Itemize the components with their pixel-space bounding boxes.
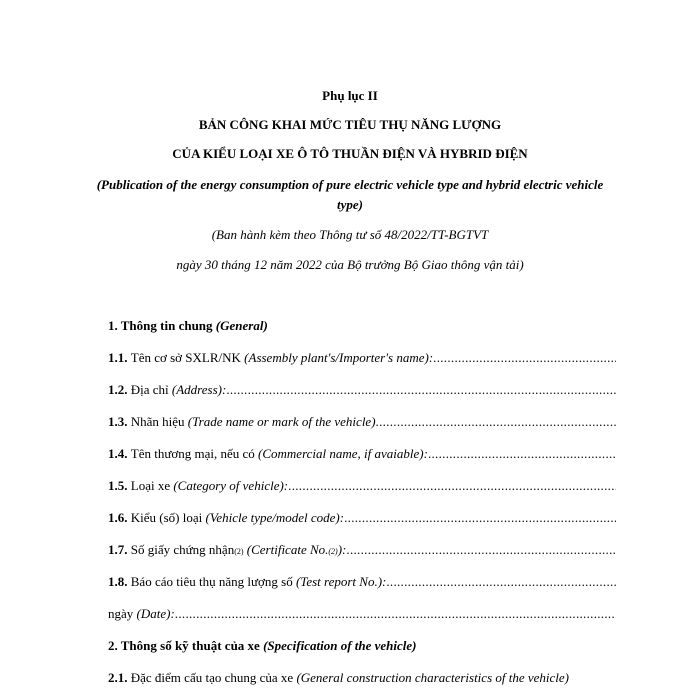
subsection-label-en: (General construction characteristics of the vehicle) <box>296 670 569 685</box>
field-label-en: (Trade name or mark of the vehicle) <box>187 414 376 429</box>
field-number: 1.4. <box>108 446 128 461</box>
field-number: 1.3. <box>108 414 128 429</box>
field-number: 1.2. <box>108 382 128 397</box>
field-label: Số giấy chứng nhận <box>130 542 235 557</box>
field-number: 1.7. <box>108 542 128 557</box>
subsection-2-1 <box>108 670 569 686</box>
annex-label: Phụ lục II <box>322 88 378 103</box>
field-trade-name <box>108 414 616 430</box>
fill-dots[interactable] <box>386 574 616 590</box>
fill-dots[interactable] <box>346 542 616 558</box>
fill-dots[interactable] <box>428 446 616 462</box>
field-number: 1.8. <box>108 574 128 589</box>
field-label-en: (Commercial name, if avaiable): <box>258 446 428 461</box>
field-label-en: (Certificate No. <box>246 542 329 557</box>
field-number: 1.1. <box>108 350 128 365</box>
title-en-line-2: type) <box>337 197 363 212</box>
title-en-line-1: (Publication of the energy consumption of pure electric vehicle type and hybrid electric vehicle <box>96 177 604 192</box>
field-label-en-end: ): <box>337 542 347 557</box>
field-assembly-plant <box>108 350 616 366</box>
field-label-en: (Test report No.): <box>295 574 387 589</box>
fill-dots[interactable] <box>175 606 616 622</box>
subsection-number: 2.1. <box>108 670 128 685</box>
field-commercial-name <box>108 446 616 462</box>
field-category <box>108 478 616 494</box>
field-label: Tên cơ sở SXLR/NK <box>130 350 241 365</box>
section-1-title: Thông tin chung <box>120 318 213 333</box>
section-2-heading <box>108 638 417 654</box>
field-label: Kiểu (số) loại <box>130 510 203 525</box>
subsection-label: Đặc điểm cấu tạo chung của xe <box>130 670 294 685</box>
section-1-heading <box>108 318 268 334</box>
fill-dots[interactable] <box>344 510 616 526</box>
field-label: Báo cáo tiêu thụ năng lượng số <box>130 574 293 589</box>
section-2-number: 2. <box>108 638 118 653</box>
field-label: Loại xe <box>130 478 171 493</box>
section-1-title-en: (General) <box>215 318 268 333</box>
issued-line-1: (Ban hành kèm theo Thông tư số 48/2022/TT-BGTVT <box>211 227 489 242</box>
fill-dots[interactable] <box>288 478 616 494</box>
title-line-2: CỦA KIỂU LOẠI XE Ô TÔ THUẦN ĐIỆN VÀ HYBRID ĐIỆN <box>172 146 528 161</box>
field-test-report-no <box>108 574 616 590</box>
fill-dots[interactable] <box>226 382 616 398</box>
field-vehicle-type <box>108 510 616 526</box>
field-certificate-no: 1.7. Số giấy chứng nhận (2) (Certificate No. (2) ): ..... <box>108 542 616 558</box>
fill-dots[interactable] <box>433 350 616 366</box>
field-label: Địa chỉ <box>130 382 169 397</box>
field-number: 1.5. <box>108 478 128 493</box>
fill-dots[interactable] <box>376 414 616 430</box>
field-label: Nhãn hiệu <box>130 414 185 429</box>
issued-line-2: ngày 30 tháng 12 năm 2022 của Bộ trưởng Bộ Giao thông vận tải) <box>176 257 524 272</box>
field-address <box>108 382 616 398</box>
field-label-en: (Address): <box>171 382 227 397</box>
field-number: 1.6. <box>108 510 128 525</box>
field-date <box>108 606 616 622</box>
field-label: ngày <box>108 606 134 621</box>
field-label: Tên thương mại, nếu có <box>130 446 255 461</box>
field-label-en: (Category of vehicle): <box>173 478 289 493</box>
section-1-number: 1. <box>108 318 118 333</box>
field-label-en: (Vehicle type/model code): <box>205 510 345 525</box>
title-line-1: BẢN CÔNG KHAI MỨC TIÊU THỤ NĂNG LƯỢNG <box>198 117 502 132</box>
section-2-title-en: (Specification of the vehicle) <box>263 638 417 653</box>
field-label-en: (Assembly plant's/Importer's name): <box>244 350 434 365</box>
section-2-title: Thông số kỹ thuật của xe <box>120 638 260 653</box>
field-label-en: (Date): <box>136 606 175 621</box>
